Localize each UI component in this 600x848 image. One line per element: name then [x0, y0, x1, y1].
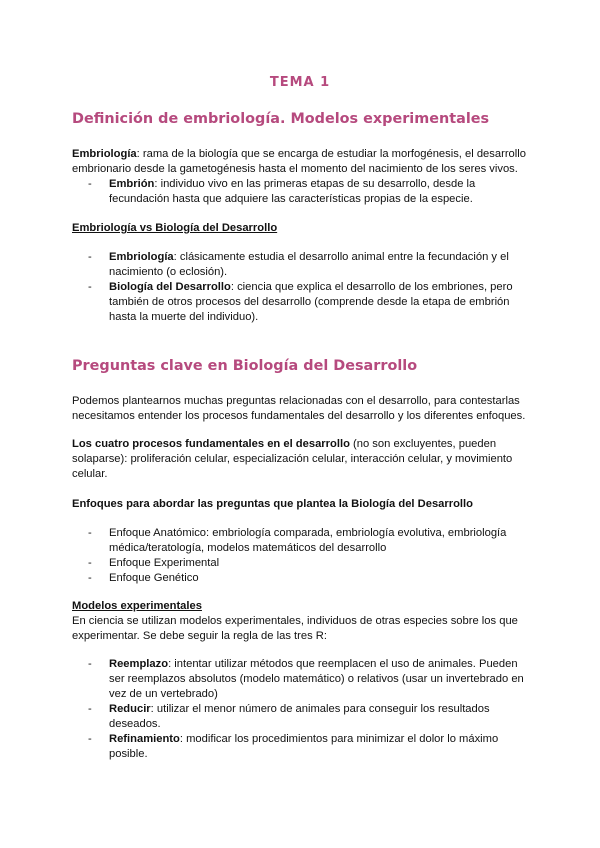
term: Embriología — [109, 251, 174, 263]
definition-text: : ciencia que explica el desarrollo de los embriones, pero también de otros procesos del desarrollo (comprende desde la etapa de embrión hasta la muerte del individuo). — [109, 281, 513, 323]
list-enfoques — [88, 526, 536, 586]
subheading-embriologia-vs-biologia: Embriología vs Biología del Desarrollo — [72, 222, 278, 234]
list-item: - Enfoque Anatómico: embriología comparada, embriología evolutiva, embriología médica/teratología, modelos matemáticos del desarrollo — [88, 526, 536, 556]
section-heading-definicion: Definición de embriología. Modelos experimentales — [72, 111, 490, 127]
list-embriologia-vs-biologia — [88, 250, 536, 325]
paragraph-modelos: En ciencia se utilizan modelos experimentales, individuos de otras especies sobre los que experimentar. Se debe seguir la regla de las tres R: — [72, 615, 518, 642]
term-embrion: Embrión — [109, 178, 155, 190]
list-embrion — [88, 177, 536, 207]
procesos-text: (no son excluyentes, pueden solaparse): proliferación celular, especialización celular, interacción celular, y movimiento celular. — [72, 438, 513, 480]
page-title: TEMA 1 — [269, 75, 331, 90]
section-heading-preguntas: Preguntas clave en Biología del Desarrollo — [72, 358, 418, 374]
term-reemplazo: Reemplazo — [109, 658, 169, 670]
definition-text: : utilizar el menor número de animales para conseguir los resultados deseados. — [109, 703, 490, 730]
definition-text: : clásicamente estudia el desarrollo animal entre la fecundación y el nacimiento (o eclosión). — [109, 251, 509, 278]
definition-text: : intentar utilizar métodos que reemplacen el uso de animales. Pueden ser reemplazos absolutos (modelo matemático) o relativos (usar un invertebrado en vez de un vertebrado) — [109, 658, 524, 700]
list-tres-r — [88, 657, 536, 762]
paragraph-intro: Podemos plantearnos muchas preguntas relacionadas con el desarrollo, para contestarlas necesitamos entender los procesos fundamentales del desarrollo y los diferentes enfoques. — [72, 395, 526, 422]
paragraph-embriologia-definition — [72, 147, 538, 177]
paragraph-procesos — [72, 437, 538, 482]
subheading-modelos: Modelos experimentales — [72, 600, 202, 612]
list-item — [88, 177, 536, 207]
term-reducir: Reducir — [109, 703, 151, 715]
list-item — [88, 280, 536, 325]
subheading-enfoques: Enfoques para abordar las preguntas que plantea la Biología del Desarrollo — [72, 498, 473, 510]
list-item — [88, 732, 536, 762]
definition-text: : rama de la biología que se encarga de estudiar la morfogénesis, el desarrollo embrionario desde la gametogénesis hasta el momento del nacimiento de los seres vivos. — [72, 148, 526, 175]
list-item: - Enfoque Experimental — [88, 556, 536, 571]
definition-text: : modificar los procedimientos para minimizar el dolor lo máximo posible. — [109, 733, 499, 760]
term-refinamiento: Refinamiento — [109, 733, 180, 745]
list-item — [88, 702, 536, 732]
list-item — [88, 657, 536, 702]
definition-text: : individuo vivo en las primeras etapas de su desarrollo, desde la fecundación hasta que adquiere las características propias de la especie. — [109, 178, 476, 205]
term: Biología del Desarrollo — [109, 281, 231, 293]
term-embriologia: Embriología — [72, 148, 137, 160]
list-item: - Enfoque Genético — [88, 571, 536, 586]
term-procesos: Los cuatro procesos fundamentales en el desarrollo — [72, 438, 350, 450]
list-item — [88, 250, 536, 280]
